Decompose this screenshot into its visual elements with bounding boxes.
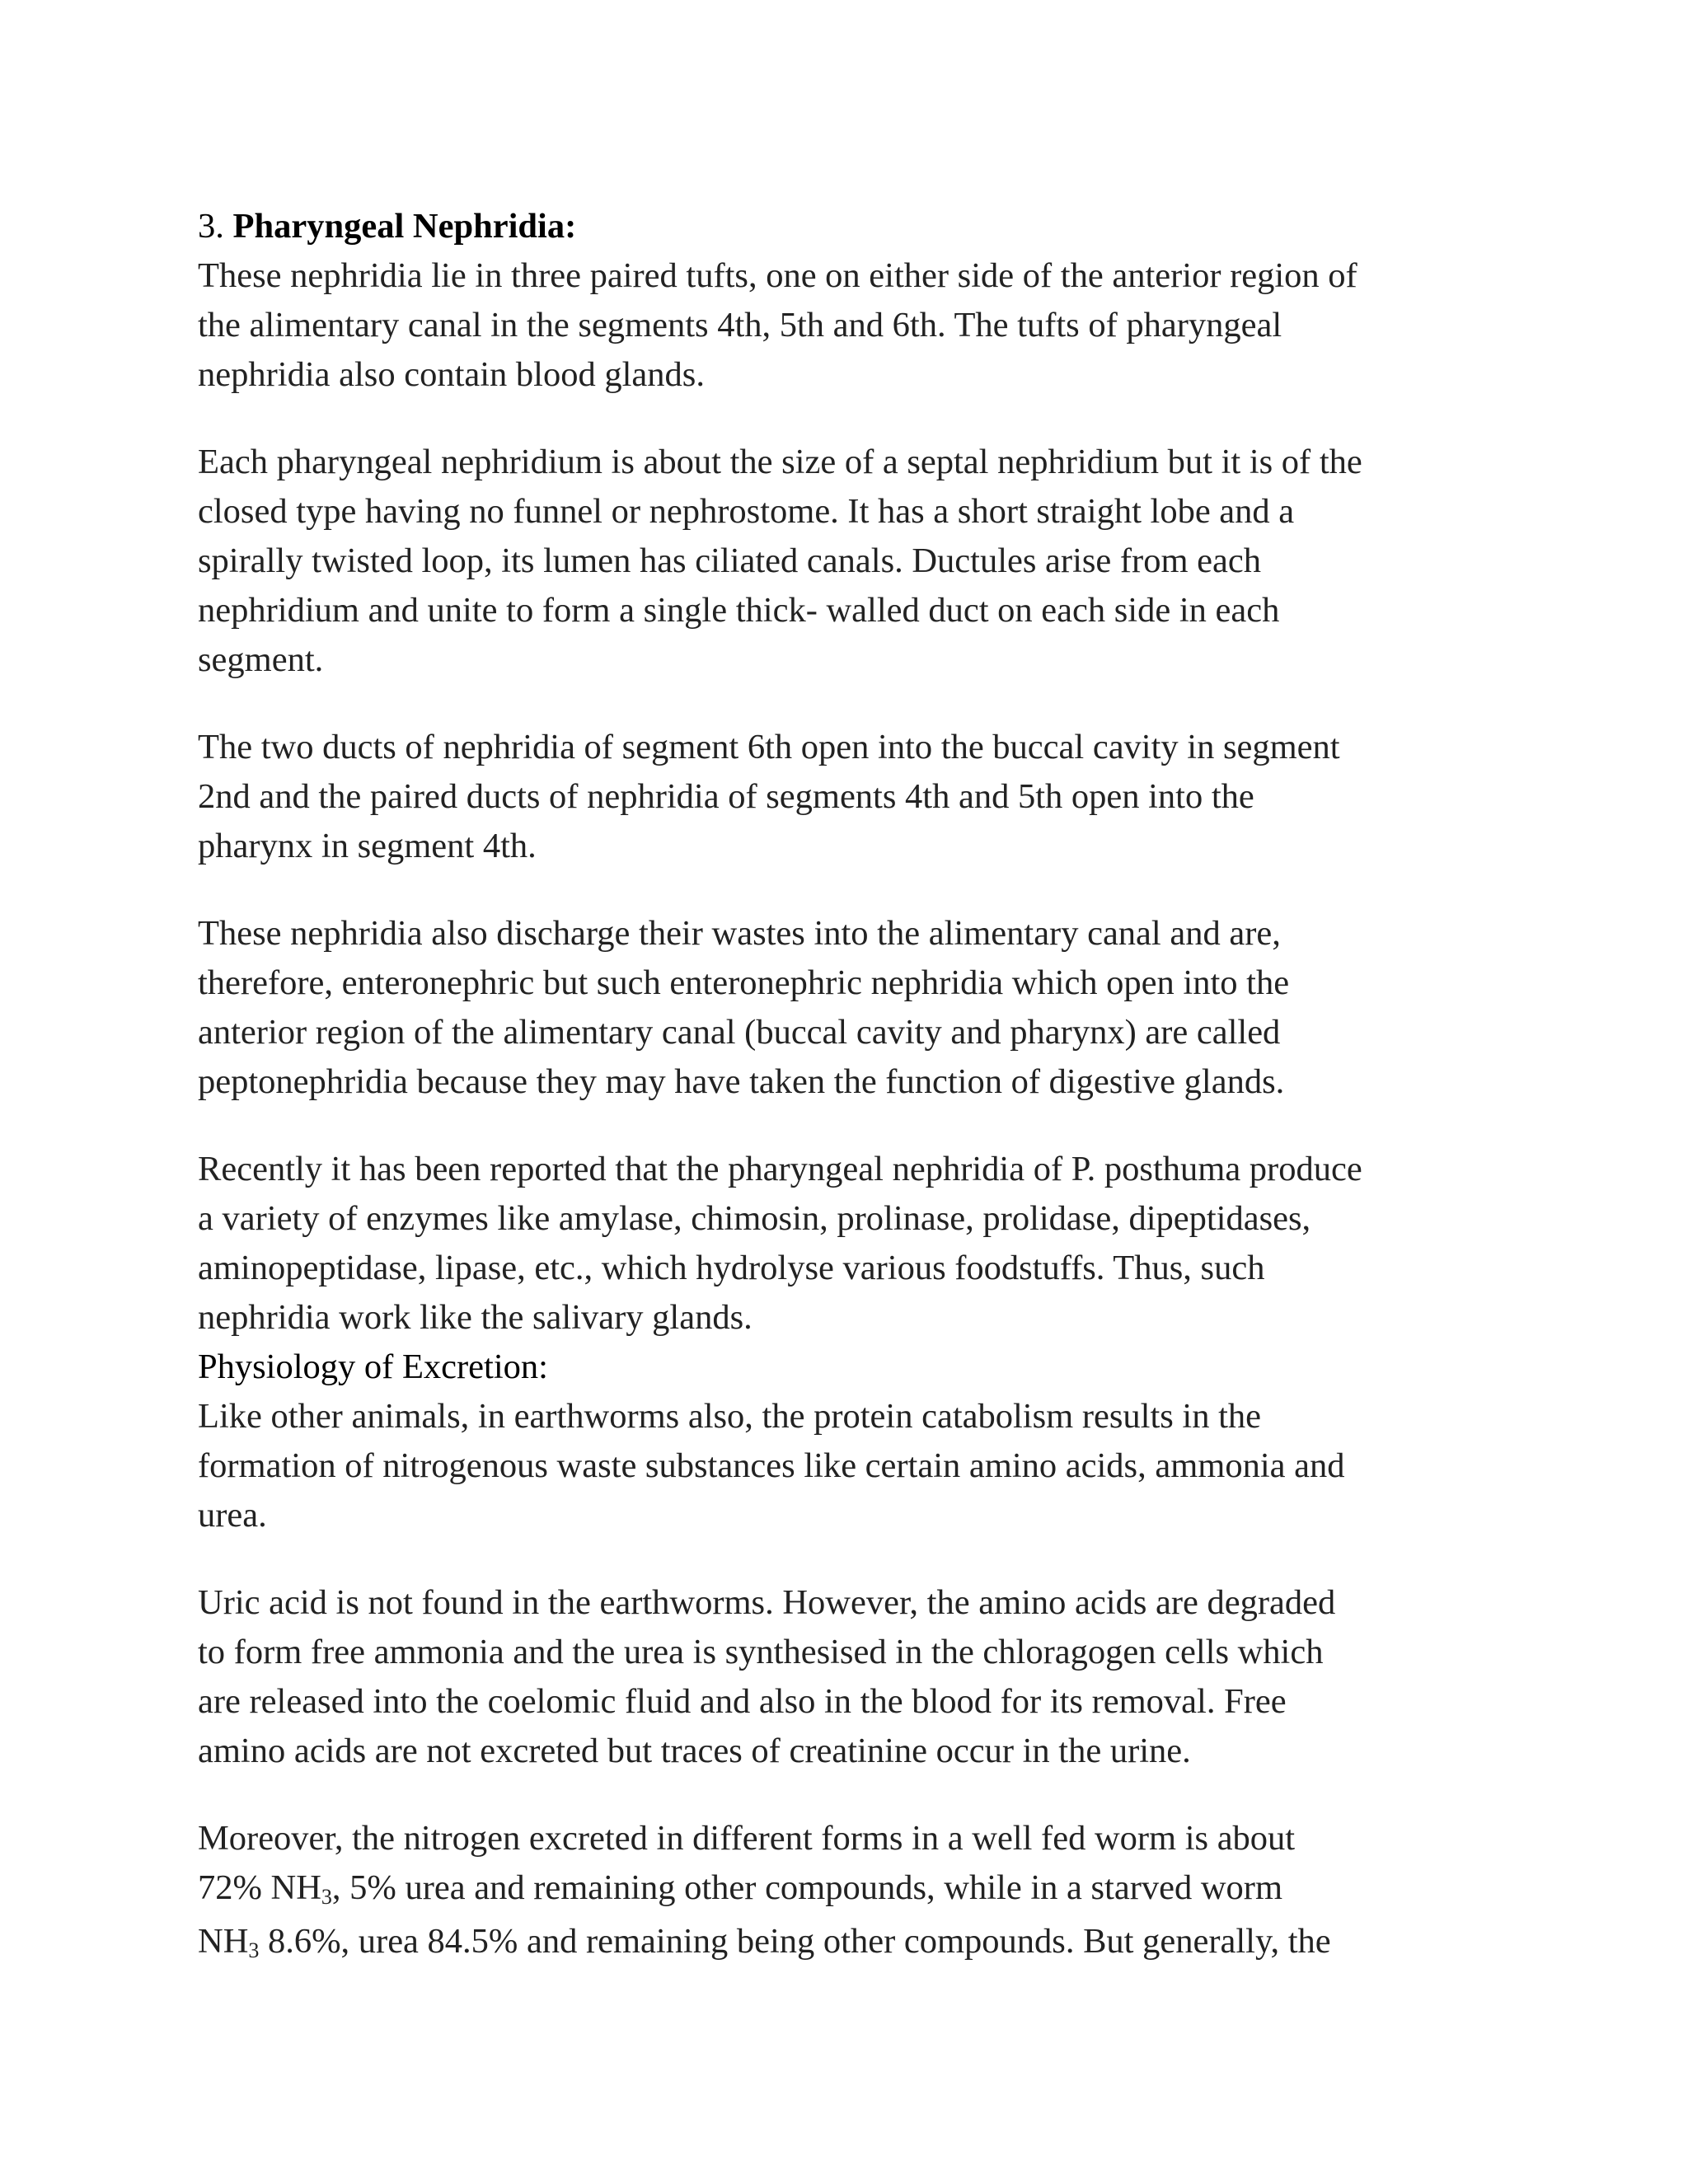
text-line: nephridia also contain blood glands. (198, 355, 705, 394)
text-line: are released into the coelomic fluid and also in the blood for its removal. Free (198, 1682, 1287, 1721)
paragraph-5 (198, 1145, 1500, 1343)
text-line: Recently it has been reported that the pharyngeal nephridia of P. posthuma produce (198, 1150, 1362, 1188)
text-line (198, 1863, 1500, 1917)
text-line: Moreover, the nitrogen excreted in different forms in a well fed worm is about (198, 1819, 1296, 1858)
paragraph-6 (198, 1392, 1500, 1540)
text-fragment: 72% NH (198, 1868, 321, 1907)
subscript: 3 (321, 1885, 332, 1909)
text-line (198, 1917, 1500, 1971)
paragraph-3 (198, 723, 1500, 871)
text-fragment: , 5% urea and remaining other compounds, while in a starved worm (331, 1868, 1283, 1907)
text-line: aminopeptidase, lipase, etc., which hydrolyse various foodstuffs. Thus, such (198, 1249, 1265, 1287)
text-line: to form free ammonia and the urea is synthesised in the chloragogen cells which (198, 1633, 1324, 1671)
heading-title: Pharyngeal Nephridia: (223, 207, 577, 246)
text-line: a variety of enzymes like amylase, chimosin, prolinase, prolidase, dipeptidases, (198, 1199, 1311, 1238)
paragraph-2 (198, 438, 1500, 685)
paragraph-8 (198, 1814, 1500, 1971)
text-line: amino acids are not excreted but traces of creatinine occur in the urine. (198, 1732, 1191, 1770)
paragraph-4 (198, 909, 1500, 1107)
document-body (198, 202, 1500, 1971)
text-line: Each pharyngeal nephridium is about the size of a septal nephridium but it is of the (198, 443, 1362, 481)
text-fragment: NH (198, 1922, 249, 1961)
text-line: spirally twisted loop, its lumen has ciliated canals. Ductules arise from each (198, 541, 1261, 580)
text-line: formation of nitrogenous waste substances like certain amino acids, ammonia and (198, 1446, 1345, 1485)
text-line: segment. (198, 640, 324, 679)
paragraph-1 (198, 251, 1500, 400)
text-line: Uric acid is not found in the earthworms. However, the amino acids are degraded (198, 1583, 1336, 1622)
text-line: urea. (198, 1496, 267, 1535)
text-line: anterior region of the alimentary canal (buccal cavity and pharynx) are called (198, 1013, 1281, 1052)
text-line: nephridia work like the salivary glands. (198, 1298, 753, 1337)
paragraph-7 (198, 1578, 1500, 1776)
text-line: These nephridia lie in three paired tufts, one on either side of the anterior region of (198, 256, 1357, 295)
text-line: pharynx in segment 4th. (198, 827, 537, 865)
text-line: closed type having no funnel or nephrostome. It has a short straight lobe and a (198, 492, 1295, 531)
section-heading (198, 202, 1500, 251)
subheading-physiology: Physiology of Excretion: (198, 1347, 548, 1386)
subscript: 3 (248, 1938, 260, 1962)
text-line: the alimentary canal in the segments 4th, 5th and 6th. The tufts of pharyngeal (198, 306, 1282, 344)
text-line: The two ducts of nephridia of segment 6th open into the buccal cavity in segment (198, 728, 1340, 766)
text-line: therefore, enteronephric but such enteronephric nephridia which open into the (198, 963, 1290, 1002)
text-line: peptonephridia because they may have taken the function of digestive glands. (198, 1062, 1285, 1101)
text-line: 2nd and the paired ducts of nephridia of segments 4th and 5th open into the (198, 777, 1254, 816)
text-line: These nephridia also discharge their wastes into the alimentary canal and are, (198, 914, 1281, 953)
text-line: nephridium and unite to form a single thick- walled duct on each side in each (198, 591, 1280, 630)
text-fragment: 8.6%, urea 84.5% and remaining being other compounds. But generally, the (259, 1922, 1331, 1961)
text-line: Like other animals, in earthworms also, the protein catabolism results in the (198, 1397, 1262, 1436)
heading-number: 3. (198, 207, 224, 246)
